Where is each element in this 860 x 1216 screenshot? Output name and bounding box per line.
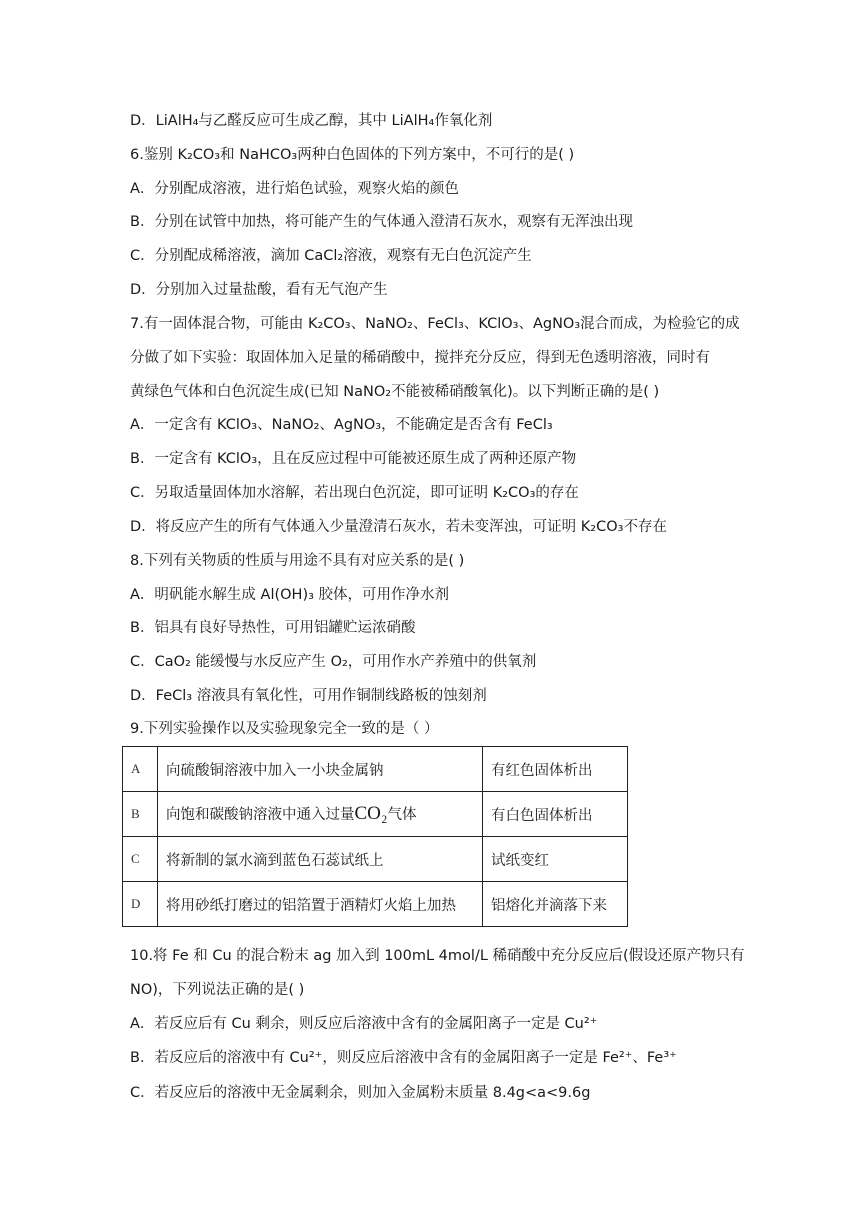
q6-option-b: B．分别在试管中加热，将可能产生的气体通入澄清石灰水，观察有无浑浊出现 — [130, 214, 633, 230]
q7-stem-line1: 7.有一固体混合物，可能由 K₂CO₃、NaNO₂、FeCl₃、KClO₃、AgNO₃混合而成，为检验它的成 — [130, 316, 740, 332]
phenomenon-cell: 有红色固体析出 — [483, 747, 628, 792]
row-label: C — [123, 837, 158, 882]
q7-stem-line2: 分做了如下实验：取固体加入足量的稀硝酸中，搅拌充分反应，得到无色透明溶液，同时有 — [130, 350, 710, 366]
q7-option-a: A．一定含有 KClO₃、NaNO₂、AgNO₃，不能确定是否含有 FeCl₃ — [130, 417, 553, 433]
table-row — [123, 882, 628, 927]
q6-option-c: C．分别配成稀溶液，滴加 CaCl₂溶液，观察有无白色沉淀产生 — [130, 248, 532, 264]
q7-option-d: D．将反应产生的所有气体通入少量澄清石灰水，若未变浑浊，可证明 K₂CO₃不存在 — [130, 519, 667, 535]
phenomenon-cell: 试纸变红 — [483, 837, 628, 882]
q7-option-b: B．一定含有 KClO₃，且在反应过程中可能被还原生成了两种还原产物 — [130, 451, 577, 467]
row-label: D — [123, 882, 158, 927]
operation-text: 向饱和碳酸钠溶液中通入过量 — [166, 807, 355, 823]
phenomenon-cell: 有白色固体析出 — [483, 792, 628, 837]
phenomenon-cell: 铝熔化并滴落下来 — [483, 882, 628, 927]
q10-stem-line1: 10.将 Fe 和 Cu 的混合粉末 ag 加入到 100mL 4mol/L 稀硝酸中充分反应后(假设还原产物只有 — [130, 948, 745, 964]
row-label: B — [123, 792, 158, 837]
q9-table — [122, 746, 628, 927]
q7-stem-line3: 黄绿色气体和白色沉淀生成(已知 NaNO₂不能被稀硝酸氧化)。以下判断正确的是( ) — [130, 384, 660, 400]
q10-option-b: B．若反应后的溶液中有 Cu²⁺，则反应后溶液中含有的金属阳离子一定是 Fe²⁺、Fe³⁺ — [130, 1050, 677, 1066]
q6-option-a: A．分别配成溶液，进行焰色试验，观察火焰的颜色 — [130, 181, 459, 197]
q8-option-c: C．CaO₂ 能缓慢与水反应产生 O₂，可用作水产养殖中的供氧剂 — [130, 654, 537, 670]
operation-cell — [158, 792, 483, 837]
q10-option-c: C．若反应后的溶液中无金属剩余，则加入金属粉末质量 8.4g<a<9.6g — [130, 1085, 591, 1101]
q10-stem-line2: NO)，下列说法正确的是( ) — [130, 982, 305, 998]
q6-option-d: D．分别加入过量盐酸，看有无气泡产生 — [130, 282, 388, 298]
q9-stem: 9.下列实验操作以及实验现象完全一致的是（ ） — [130, 721, 439, 737]
operation-cell: 将新制的氯水滴到蓝色石蕊试纸上 — [158, 837, 483, 882]
operation-cell: 向硫酸铜溶液中加入一小块金属钠 — [158, 747, 483, 792]
operation-text-suffix: 气体 — [387, 807, 417, 823]
q7-option-c: C．另取适量固体加水溶解，若出现白色沉淀，即可证明 K₂CO₃的存在 — [130, 485, 579, 501]
q8-option-a: A．明矾能水解生成 Al(OH)₃ 胶体，可用作净水剂 — [130, 587, 450, 603]
q8-option-d: D．FeCl₃ 溶液具有氧化性，可用作铜制线路板的蚀刻剂 — [130, 688, 487, 704]
q5-option-d: D．LiAlH₄与乙醛反应可生成乙醇，其中 LiAlH₄作氧化剂 — [130, 113, 493, 129]
table-row — [123, 792, 628, 837]
co2-formula: CO₂ — [354, 803, 388, 824]
q8-option-b: B．铝具有良好导热性，可用铝罐贮运浓硝酸 — [130, 620, 416, 636]
table-row — [123, 837, 628, 882]
row-label: A — [123, 747, 158, 792]
table-row — [123, 747, 628, 792]
q8-stem: 8.下列有关物质的性质与用途不具有对应关系的是( ) — [130, 553, 465, 569]
q6-stem: 6.鉴别 K₂CO₃和 NaHCO₃两种白色固体的下列方案中，不可行的是( ) — [130, 147, 575, 163]
q10-option-a: A．若反应后有 Cu 剩余，则反应后溶液中含有的金属阳离子一定是 Cu²⁺ — [130, 1016, 598, 1032]
operation-cell: 将用砂纸打磨过的铝箔置于酒精灯火焰上加热 — [158, 882, 483, 927]
